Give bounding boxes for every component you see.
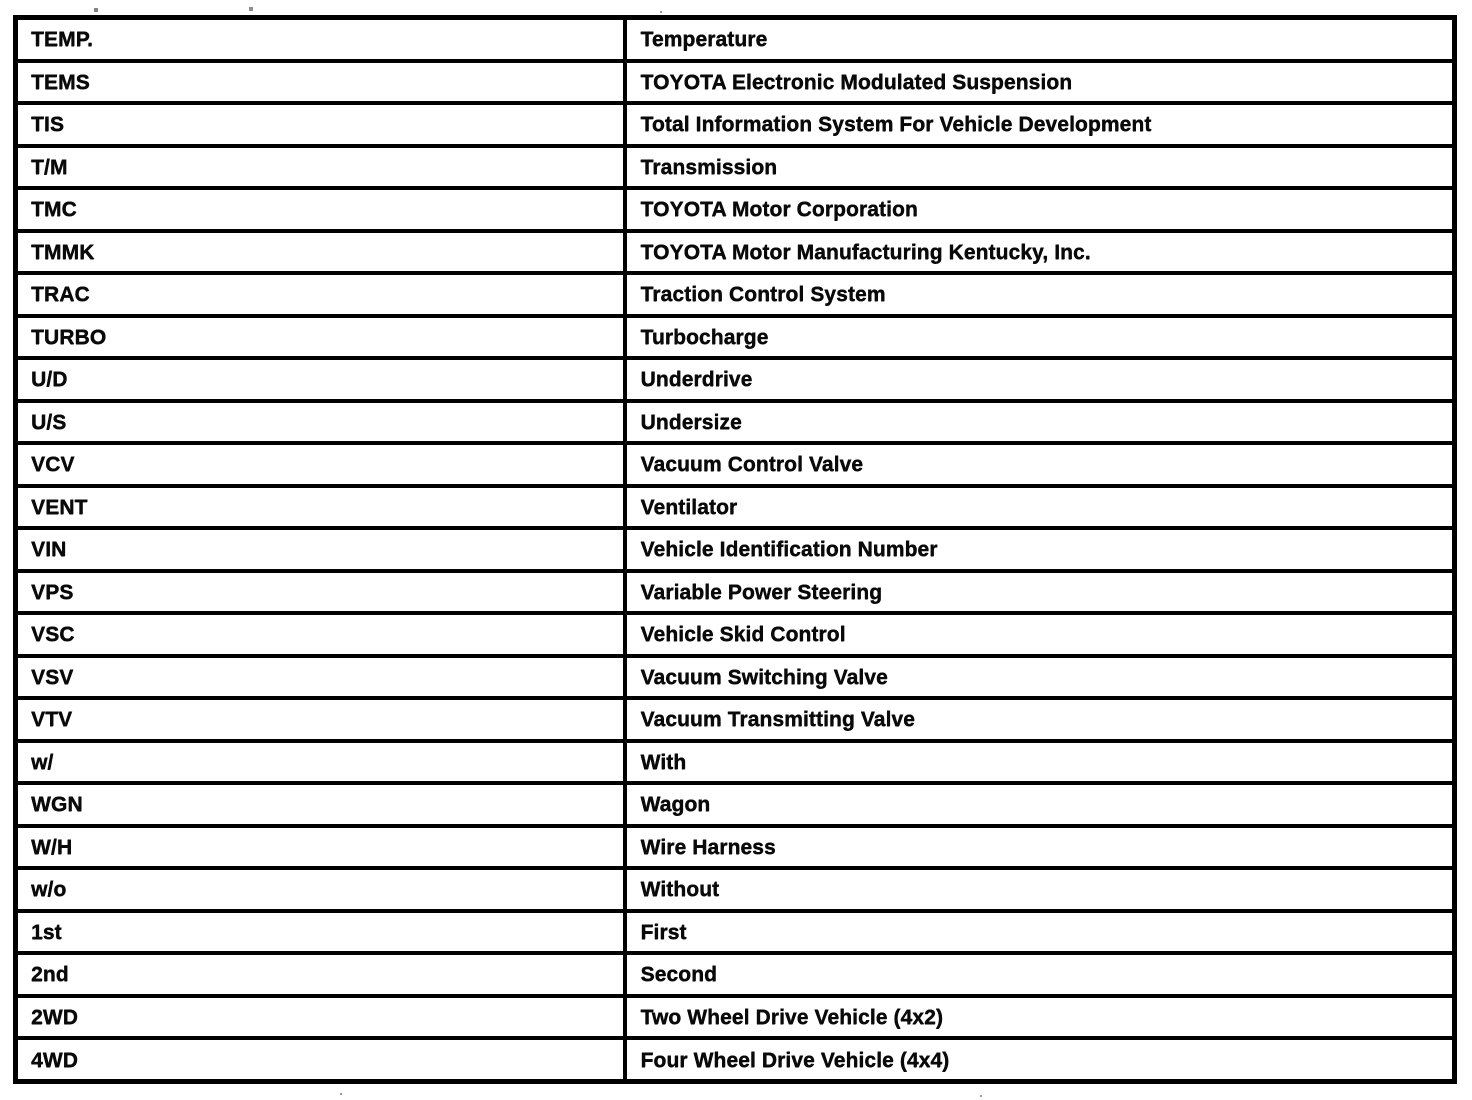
- abbreviation-cell: TRAC: [16, 273, 625, 316]
- table-row: [16, 953, 1455, 996]
- abbreviation-cell: VPS: [16, 571, 625, 614]
- meaning-cell: Second: [625, 953, 1455, 996]
- meaning-cell: Traction Control System: [625, 273, 1455, 316]
- table-row: [16, 401, 1455, 444]
- meaning-cell: Ventilator: [625, 486, 1455, 529]
- table-row: [16, 698, 1455, 741]
- table-row: [16, 316, 1455, 359]
- table-row: [16, 18, 1455, 61]
- table-row: [16, 103, 1455, 146]
- meaning-cell: Variable Power Steering: [625, 571, 1455, 614]
- abbreviation-cell: W/H: [16, 826, 625, 869]
- abbreviation-cell: TIS: [16, 103, 625, 146]
- abbreviation-cell: VTV: [16, 698, 625, 741]
- table-row: [16, 188, 1455, 231]
- table-row: [16, 528, 1455, 571]
- table-row: [16, 656, 1455, 699]
- abbreviation-glossary-table: [13, 15, 1457, 1084]
- table-row: [16, 613, 1455, 656]
- table-row: [16, 61, 1455, 104]
- abbreviation-cell: U/S: [16, 401, 625, 444]
- meaning-cell: TOYOTA Motor Corporation: [625, 188, 1455, 231]
- meaning-cell: Vehicle Skid Control: [625, 613, 1455, 656]
- meaning-cell: Without: [625, 868, 1455, 911]
- table-row: [16, 1038, 1455, 1081]
- table-row: [16, 443, 1455, 486]
- abbreviation-cell: w/: [16, 741, 625, 784]
- abbreviation-cell: 1st: [16, 911, 625, 954]
- meaning-cell: Four Wheel Drive Vehicle (4x4): [625, 1038, 1455, 1081]
- meaning-cell: Wire Harness: [625, 826, 1455, 869]
- table-row: [16, 146, 1455, 189]
- table-row: [16, 486, 1455, 529]
- table-row: [16, 868, 1455, 911]
- meaning-cell: Temperature: [625, 18, 1455, 61]
- meaning-cell: Vacuum Switching Valve: [625, 656, 1455, 699]
- meaning-cell: TOYOTA Electronic Modulated Suspension: [625, 61, 1455, 104]
- abbreviation-cell: TMC: [16, 188, 625, 231]
- scan-noise-specks: [0, 0, 2, 2]
- table-row: [16, 783, 1455, 826]
- table-row: [16, 231, 1455, 274]
- meaning-cell: First: [625, 911, 1455, 954]
- abbreviation-cell: TEMP.: [16, 18, 625, 61]
- abbreviation-cell: U/D: [16, 358, 625, 401]
- abbreviation-cell: 2nd: [16, 953, 625, 996]
- meaning-cell: Total Information System For Vehicle Development: [625, 103, 1455, 146]
- table-row: [16, 741, 1455, 784]
- table-row: [16, 826, 1455, 869]
- abbreviation-cell: VENT: [16, 486, 625, 529]
- abbreviation-cell: 2WD: [16, 996, 625, 1039]
- meaning-cell: Wagon: [625, 783, 1455, 826]
- abbreviation-cell: TMMK: [16, 231, 625, 274]
- meaning-cell: Transmission: [625, 146, 1455, 189]
- table-row: [16, 358, 1455, 401]
- table-row: [16, 571, 1455, 614]
- meaning-cell: TOYOTA Motor Manufacturing Kentucky, Inc.: [625, 231, 1455, 274]
- meaning-cell: Two Wheel Drive Vehicle (4x2): [625, 996, 1455, 1039]
- abbreviation-cell: 4WD: [16, 1038, 625, 1081]
- meaning-cell: Vacuum Control Valve: [625, 443, 1455, 486]
- abbreviation-cell: TURBO: [16, 316, 625, 359]
- abbreviation-cell: w/o: [16, 868, 625, 911]
- meaning-cell: With: [625, 741, 1455, 784]
- abbreviation-cell: T/M: [16, 146, 625, 189]
- meaning-cell: Undersize: [625, 401, 1455, 444]
- abbreviation-cell: VCV: [16, 443, 625, 486]
- abbreviation-cell: TEMS: [16, 61, 625, 104]
- abbreviation-cell: VSV: [16, 656, 625, 699]
- table-row: [16, 911, 1455, 954]
- meaning-cell: Underdrive: [625, 358, 1455, 401]
- abbreviation-cell: VIN: [16, 528, 625, 571]
- meaning-cell: Vacuum Transmitting Valve: [625, 698, 1455, 741]
- meaning-cell: Vehicle Identification Number: [625, 528, 1455, 571]
- table-row: [16, 273, 1455, 316]
- abbreviation-cell: WGN: [16, 783, 625, 826]
- meaning-cell: Turbocharge: [625, 316, 1455, 359]
- table-row: [16, 996, 1455, 1039]
- abbreviation-cell: VSC: [16, 613, 625, 656]
